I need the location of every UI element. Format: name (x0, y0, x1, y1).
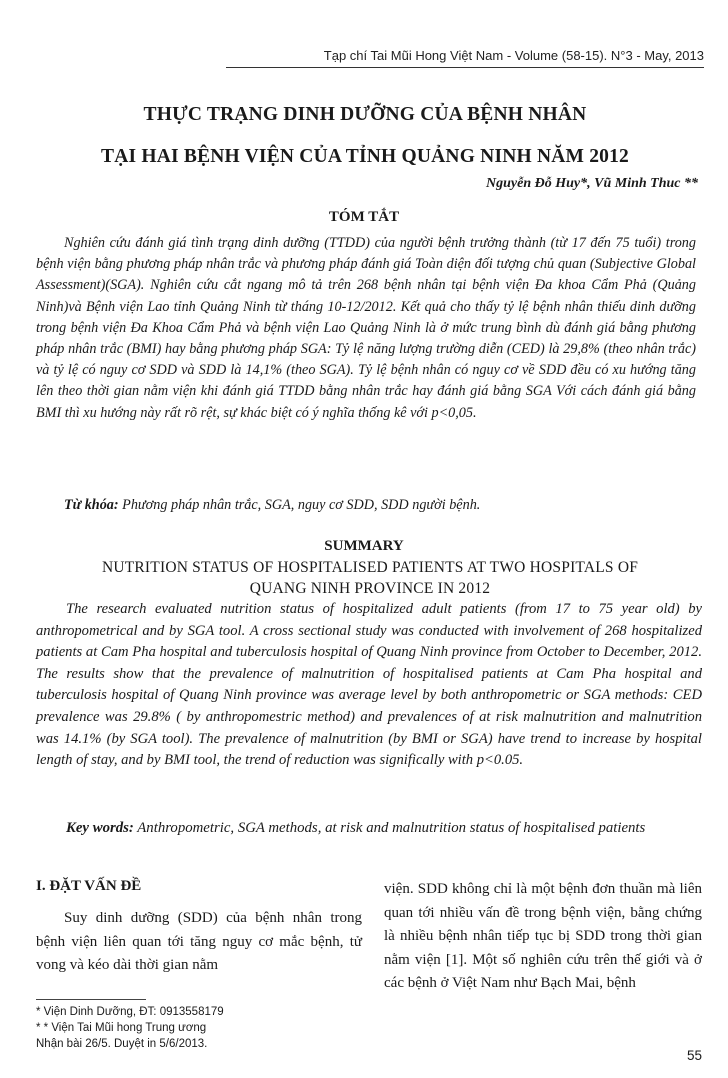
intro-paragraph-right: viện. SDD không chỉ là một bệnh đơn thuần mà liên quan tới nhiều vấn đề trong bệnh viện, bằng chứng là nhiều bệnh nhân tiếp tục bị SDD trong thời gian nằm viện [1]. Một số nghiên cứu trên thế giới và ở các bệnh ở Việt Nam như Bạch Mai, bệnh (384, 881, 702, 992)
intro-right-column (384, 878, 702, 996)
intro-paragraph-left: Suy dinh dưỡng (SDD) của bệnh nhân trong bệnh viện liên quan tới tăng nguy cơ mắc bệnh, tử vong và kéo dài thời gian nằm (36, 910, 362, 974)
footnotes (36, 1004, 366, 1052)
intro-heading: I. ĐẶT VẤN ĐỀ (36, 878, 142, 894)
keywords-en-label: Key words: (66, 820, 134, 836)
page-number: 55 (686, 1048, 702, 1063)
abstract-vi (36, 233, 696, 424)
summary-subtitle-line-2: QUANG NINH PROVINCE IN 2012 (249, 580, 491, 597)
article-title-line-1: THỰC TRẠNG DINH DƯỠNG CỦA BỆNH NHÂN (143, 104, 587, 125)
keywords-vi-text: Phương pháp nhân trắc, SGA, nguy cơ SDD, SDD người bệnh. (122, 497, 481, 513)
running-header: Tạp chí Tai Mũi Hong Việt Nam - Volume (58-15). N°3 - May, 2013 (226, 42, 704, 68)
abstract-en-body: The research evaluated nutrition status of hospitalized adult patients (from 17 to 75 year old) by anthropometrical and by SGA tool. A cross sectional study was conducted with involvement of 268 hospitalized patients at Cam Pha hospital and tuberculosis hospital of Quang Ninh province from October to December, 2012. The results show that the prevalence of malnutrition of hospitalised patients at Cam Pha hospital and tuberculosis hospital of Quang Ninh province was average level by both anthropometric or SGA methods: CED prevalence was 29.8% ( by anthropomestric method) and prevalences of at risk malnutrition and malnutrition was 14.1% (by SGA tool). The prevalence of malnutrition (by BMI or SGA) have trend to increase by hospital length of stay, and by BMI tool, the trend of reduction was significally with p<0.05. (36, 601, 702, 769)
keywords-vi (36, 497, 696, 514)
intro-left-column (36, 878, 362, 978)
keywords-en-text: Anthropometric, SGA methods, at risk and malnutrition status of hospitalised patients (137, 820, 646, 836)
keywords-vi-label: Từ khóa: (64, 497, 119, 513)
keywords-en (36, 818, 702, 840)
abstract-vi-heading: TÓM TẮT (328, 209, 400, 225)
abstract-en (36, 599, 702, 772)
summary-subtitle-line-1: NUTRITION STATUS OF HOSPITALISED PATIENTS AT TWO HOSPITALS OF (101, 559, 639, 576)
authors: Nguyễn Đỗ Huy*, Vũ Minh Thuc ** (486, 176, 698, 191)
footnote-received-date: Nhận bài 26/5. Duyệt in 5/6/2013. (36, 1038, 208, 1050)
summary-subtitle (40, 557, 700, 599)
abstract-vi-body: Nghiên cứu đánh giá tình trạng dinh dưỡng (TTDD) của người bệnh trưởng thành (từ 17 đến 75 tuổi) trong bệnh viện bằng phương pháp nhân trắc và phương pháp đánh giá Toàn diện đối tượng chủ quan (Subjective Global Assessment)(SGA). Nghiên cứu cắt ngang mô tả trên 268 bệnh nhân tại bệnh viện Đa khoa Cẩm Phả (Quảng Ninh)và Bệnh viện Lao tỉnh Quảng Ninh từ tháng 10-12/2012. Kết quả cho thấy tỷ lệ bệnh nhân thiếu dinh dưỡng trong bệnh viện Đa Khoa Cẩm Phả và bệnh viện Lao Quảng Ninh là ở mức trung bình dù đánh giá bằng phương pháp nhân trắc (BMI) hay bằng phương pháp SGA: Tỷ lệ năng lượng trường diễn (CED) là 29,8% (theo nhân trắc) và tỷ lệ có nguy cơ SDD và SDD là 14,1% (theo SGA). Tỷ lệ bệnh nhân có nguy cơ về SDD đều có xu hướng tăng lên theo thời gian nằm viện khi đánh giá TTDD bằng nhân trắc hay đánh giá bằng SGA Với cách đánh giá bằng BMI thì xu hướng này rất rõ rệt, sự khác biệt có ý nghĩa thống kê với p<0,05. (36, 235, 696, 421)
article-title-line-2: TẠI HAI BỆNH VIỆN CỦA TỈNH QUẢNG NINH NĂM 2012 (101, 146, 629, 167)
footnote-divider (36, 999, 146, 1000)
summary-heading: SUMMARY (324, 538, 404, 554)
footnote-affiliation-1: * Viện Dinh Dưỡng, ĐT: 0913558179 (36, 1006, 224, 1018)
footnote-affiliation-2: * * Viện Tai Mũi hong Trung ương (36, 1022, 207, 1034)
